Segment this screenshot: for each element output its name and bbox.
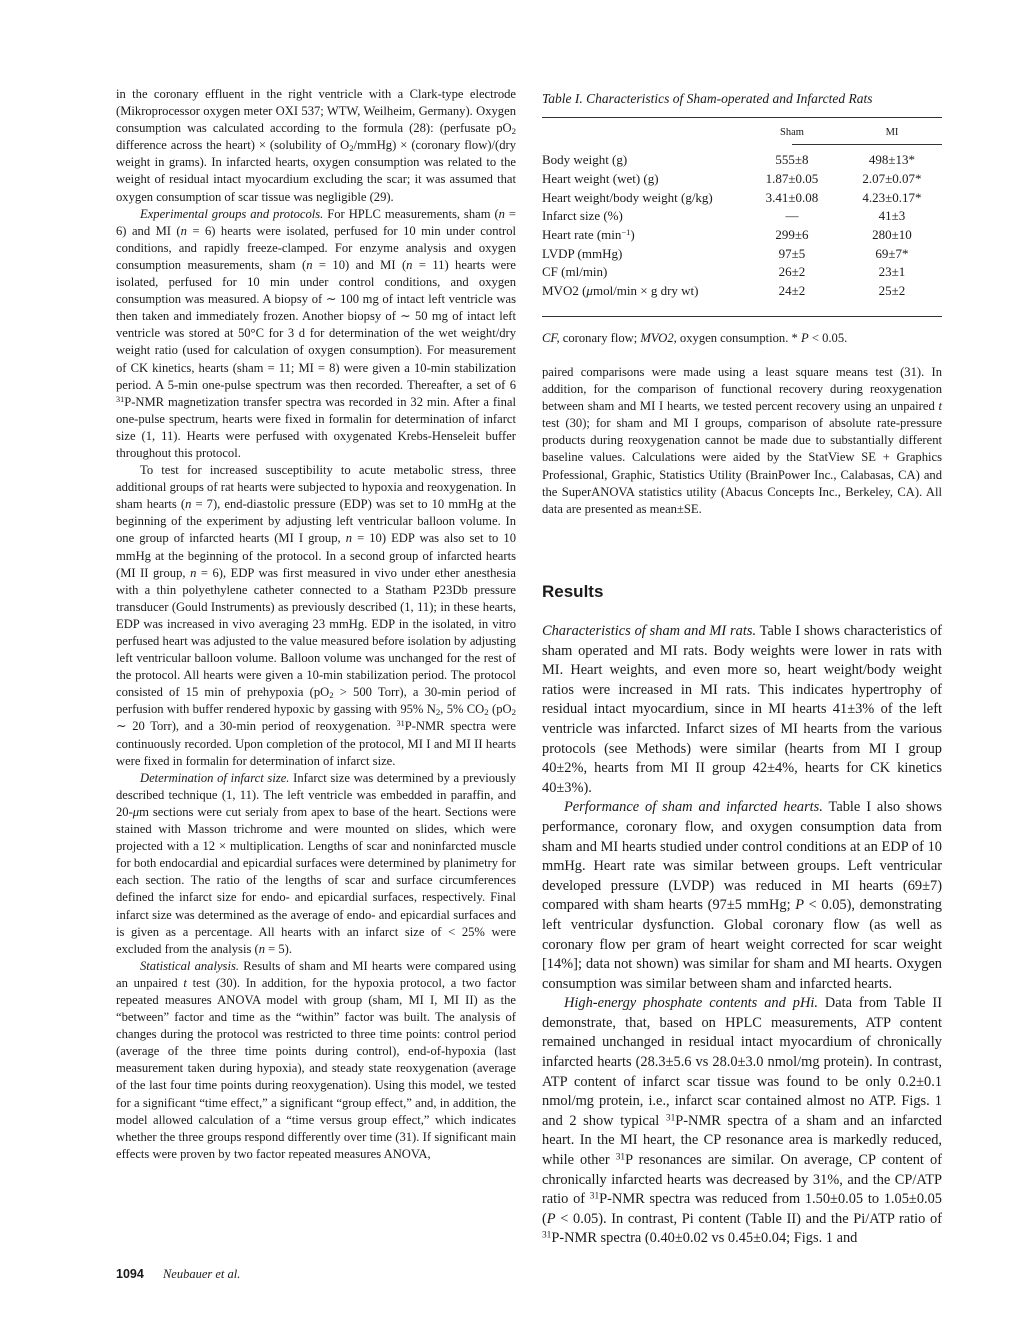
text-run: P resonances are similar. On average, CP content of chronically infarcted hearts was decreased by 31%, and the CP/ATP ratio of: [542, 1152, 942, 1208]
italic-p: P: [795, 897, 805, 914]
text-run: , 5% CO: [440, 702, 485, 717]
table-footnote: [542, 331, 942, 346]
italic-n: n: [498, 206, 505, 221]
superscript: 31: [542, 1230, 552, 1241]
superscript: 31: [116, 394, 125, 404]
text-run: = 10) and MI (: [312, 257, 407, 272]
table-row: [542, 244, 942, 263]
table-row: [542, 263, 942, 282]
label-text: ): [630, 227, 635, 243]
paragraph-hypoxia-protocol: [116, 462, 516, 770]
text-run: test (30); for sham and MI I groups, comparison of absolute rate-pressure products during reoxygenation cannot be made due to substantially different baseline values. Calculations were aided by the StatView SE + Graphics Professional, Graphic, Statistics Utility (BrainPower Inc., Calabasas, CA) and the SuperANOVA statistics utility (Abacus Concepts Inc., Berkeley, CA). All data are presented as mean±SE.: [542, 416, 942, 516]
text-run: To test for increased susceptibility to acute metabolic stress, three additional groups of rat hearts were subjected to hypoxia and reoxygenation. In sham hearts (: [116, 463, 516, 512]
text-run: P-NMR spectra of a sham and an infarcted heart. In the MI heart, the CP resonance area is markedly reduced, while other: [542, 1112, 942, 1169]
text-run: < 0.05). In contrast, Pi content (Table II) and the Pi/ATP ratio of: [555, 1210, 942, 1227]
table-top-rule: [542, 117, 942, 118]
text-run: in the coronary effluent in the right ventricle with a Clark-type electrode (Mikroprocessor oxygen meter OXI 537; WTW, Weilheim, Germany). Oxygen consumption was calculated according to the formula (28): (perfusate pO: [116, 87, 516, 136]
text-run: P-NMR spectra was reduced from 1.50±0.05 to 1.05±0.05 (: [542, 1191, 942, 1227]
subscript: 2: [329, 690, 334, 701]
paragraph-title: High-energy phosphate contents and pHi.: [564, 995, 818, 1012]
italic-n: n: [180, 223, 187, 238]
text-run: = 5).: [264, 941, 293, 956]
paragraph-experimental-groups: [116, 206, 516, 462]
row-label: Body weight (g): [542, 152, 628, 168]
paragraph-characteristics: [542, 622, 942, 798]
table-header-rule: [792, 144, 942, 145]
text-run: Infarct size was determined by a previously described technique (1, 11). The left ventricle was embedded in paraffin, and 20-: [116, 770, 516, 819]
italic-n: n: [190, 565, 197, 580]
table-bottom-rule: [542, 316, 942, 317]
italic-n: n: [258, 941, 265, 956]
row-label: LVDP (mmHg): [542, 245, 623, 261]
label-text: Heart rate (min: [542, 227, 622, 243]
table-row: [542, 282, 942, 301]
superscript: −1: [621, 226, 631, 237]
left-column: [116, 86, 516, 1163]
header-mi: MI: [885, 126, 899, 138]
page-footer: [116, 1267, 240, 1282]
header-empty: [542, 122, 742, 151]
text-run: difference across the heart) × (solubility of O: [116, 138, 350, 153]
cell-mi: 25±2: [878, 283, 906, 299]
italic-n: n: [185, 497, 192, 512]
text-run: P-NMR spectra were continuously recorded. Upon completion of the protocol, MI I and MI II hearts were fixed in formalin for determination of infarct size.: [116, 719, 516, 768]
running-authors: Neubauer et al.: [162, 1267, 241, 1281]
text-run: = 7), end-diastolic pressure (EDP) was set to 10 mmHg at the beginning of the experiment by adjusting left ventricular balloon volume. In one group of infarcted hearts (MI I group,: [116, 497, 516, 546]
text-run: oxygen consumption. *: [676, 331, 801, 345]
paragraph-oxygen-consumption: [116, 86, 516, 206]
subscript: 2: [511, 707, 516, 718]
paragraph-title: Characteristics of sham and MI rats.: [542, 623, 757, 639]
label-text: MVO2 (: [542, 283, 587, 299]
text-run: (pO: [488, 702, 512, 717]
superscript: 31: [615, 1152, 626, 1163]
cell-mi: 69±7*: [875, 245, 909, 261]
text-run: For HPLC measurements, sham (: [323, 206, 499, 221]
table-row: [542, 170, 942, 189]
subscript: 2: [435, 707, 441, 718]
cell-sham: 26±2: [778, 264, 806, 280]
row-label: Infarct size (%): [542, 208, 623, 224]
right-column-methods-end: [542, 364, 942, 518]
text-run: = 6) hearts were isolated, perfused for 10 min under control conditions, and rapidly freeze-clamped. For enzyme analysis and oxygen consumption measurements, sham (: [116, 223, 516, 272]
table-row: [542, 226, 942, 245]
italic-n: n: [306, 257, 313, 272]
paragraph-title: Experimental groups and protocols.: [140, 206, 324, 221]
italic-p: P: [800, 331, 809, 345]
cell-sham: —: [785, 208, 799, 224]
results-section: [542, 622, 942, 1249]
cell-sham: 555±8: [775, 152, 809, 168]
cell-mi: 2.07±0.07*: [862, 171, 922, 187]
paragraph-infarct-size: [116, 770, 516, 958]
text-run: test (30). In addition, for the hypoxia protocol, a two factor repeated measures ANOVA model with group (sham, MI I, MI II) as the “between” factor and time as the “within” factor was built. The analysis of changes during the protocol was restricted to three time points: control period (average of the three time points during control), end-of-hypoxia (last measurement taken during hypoxia), and steady state reoxygenation (average of the last four time points during reoxygenation). Using this model, we tested for a significant “time effect,” a significant “group effect,” and, in addition, the model allowed calculation of a “time versus group effect,” which indicates whether the three groups respond differently over time (31). If significant main effects were proven by two factor repeated measures ANOVA,: [116, 975, 516, 1161]
text-run: /mmHg) × (coronary flow)/(dry weight in grams). In infarcted hearts, oxygen consumption was related to the weight of residual intact myocardium excluding the scar; it was assumed that oxygen consumption of scar tissue was negligible (29).: [116, 138, 516, 204]
page-number: 1094: [116, 1267, 144, 1281]
characteristics-table: [542, 122, 942, 301]
text-run: paired comparisons were made using a least square means test (31). In addition, for the comparison of functional recovery during reoxygenation between sham and MI I hearts, we tested percent recovery using an unpaired: [542, 365, 942, 414]
row-label: Heart weight/body weight (g/kg): [542, 189, 713, 205]
superscript: 31: [665, 1113, 676, 1124]
paragraph-high-energy-phosphate: [542, 994, 942, 1249]
row-label: Heart weight (wet) (g): [542, 171, 659, 187]
text-run: Data from Table II demonstrate, that, based on HPLC measurements, ATP content remained unchanged in residual intact myocardium of chronically infarcted hearts (28.3±5.6 vs 28.0±3.0 nmol/mg protein). In contrast, ATP content of infarct scar tissue was found to be only 0.2±0.1 nmol/mg protein, i.e., infarct scar contained almost no ATP. Figs. 1 and 2 show typical: [542, 995, 943, 1129]
cell-sham: 299±6: [775, 227, 809, 243]
subscript: 2: [511, 126, 516, 137]
text-run: P-NMR spectra (0.40±0.02 vs 0.45±0.04; Figs. 1 and: [551, 1230, 858, 1247]
paragraph-paired-comparisons: [542, 364, 942, 518]
text-run: Results of sham and MI hearts were compared using an unpaired: [116, 958, 517, 990]
cell-mi: 41±3: [878, 208, 906, 224]
cell-mi: 4.23±0.17*: [862, 189, 922, 205]
row-label: [542, 282, 742, 301]
cell-mi: 280±10: [872, 227, 912, 243]
italic-n: n: [345, 531, 353, 546]
cell-mi: 23±1: [878, 264, 906, 280]
italic-t: t: [938, 399, 942, 414]
cell-sham: 3.41±0.08: [765, 189, 819, 205]
footnote-abbrev: MVO2,: [640, 331, 677, 345]
superscript: 31: [396, 719, 405, 729]
text-run: < 0.05), demonstrating left ventricular dysfunction. Global coronary flow (as well as coronary flow per gram of heart weight corrected for scar weight [14%]; data not shown) was similar for sham and MI hearts. Oxygen consumption was similar between sham and infarcted hearts.: [542, 897, 942, 992]
superscript: 31: [589, 1191, 600, 1202]
text-run: = 11) hearts were isolated, perfused for 10 min under control conditions, and oxygen consumption was measured. A biopsy of ∼ 100 mg of intact left ventricle was then taken and immediately frozen. Another biopsy of ∼ 50 mg of intact left ventricle was stored at 50°C for 3 d for determination of the wet weight/dry weight ratio (used for calculation of oxygen consumption). For measurement of CK kinetics, hearts (sham = 11; MI = 8) were given a 10-min stabilization period. A 5-min one-pulse spectrum was then recorded. Thereafter, a set of 6: [116, 257, 516, 392]
table-title: Table I. Characteristics of Sham-operated and Infarcted Rats: [542, 91, 873, 106]
paragraph-statistical-analysis: [116, 958, 516, 1163]
cell-sham: 97±5: [778, 245, 806, 261]
italic-t: t: [183, 975, 187, 990]
text-run: = 6), EDP was first measured in vivo under ether anesthesia with a thin polyethylene catheter connected to a Statham P23Db pressure transducer (Gould Instruments) as previously described (1, 11); in these hearts, EDP was increased in vivo averaging 23 mmHg. EDP in the isolated, in vitro perfused heart was adjusted to the value measured before isolation by adjusting left ventricular balloon volume. Balloon volume was unchanged for the rest of the protocol. All hearts were given a 10-min stabilization period. The protocol consisted of 15 min of prehypoxia (pO: [116, 565, 517, 700]
results-heading: Results: [542, 582, 604, 601]
italic-p: P: [546, 1210, 556, 1227]
paragraph-title: Statistical analysis.: [140, 958, 240, 973]
cell-sham: 24±2: [778, 283, 806, 299]
table-row: [542, 207, 942, 226]
cell-sham: 1.87±0.05: [765, 171, 819, 187]
footnote-abbrev: CF,: [542, 331, 560, 345]
italic-n: n: [406, 257, 413, 272]
text-run: ∼ 20 Torr), and a 30-min period of reoxygenation.: [116, 719, 397, 734]
subscript: 2: [349, 143, 354, 154]
text-run: > 500 Torr), a 30-min period of perfusion with buffer rendered hypoxic by gassing with 95% N: [116, 685, 516, 717]
row-label: CF (ml/min): [542, 264, 608, 280]
table-header-row: [542, 122, 942, 151]
subscript: 2: [484, 707, 489, 718]
text-run: < 0.05.: [808, 331, 848, 345]
table-row: [542, 151, 942, 170]
text-run: P-NMR magnetization transfer spectra was recorded in 32 min. After a final one-pulse spectrum, hearts were fixed in formalin for determination of infarct size (1, 11). Hearts were perfused with oxygenated Krebs-Henseleit buffer throughout this protocol.: [116, 394, 516, 460]
header-sham: Sham: [780, 126, 804, 138]
paragraph-title: Determination of infarct size.: [140, 770, 290, 785]
paragraph-title: Performance of sham and infarcted hearts.: [564, 799, 823, 816]
cell-mi: 498±13*: [868, 152, 916, 168]
text-run: = 10) EDP was also set to 10 mmHg at the beginning of the protocol. In a second group of infarcted hearts (MI II group,: [116, 531, 517, 580]
text-run: m sections were cut serialy from apex to base of the heart. Sections were stained with Masson trichrome and were mounted on slides, which were projected with a 12 × multiplication. Lengths of scar and noninfarcted muscle for both endocardial and epicardial surfaces were determined by planimetry for each section. The ratio of the lengths of scar and surface circumferences defined the infarct size for endo- and epicardial surfaces, respectively. Final infarct size was determined as the average of endo- and epicardial surfaces and is given as a percentage. All hearts with an infarct size of < 25% were excluded from the analysis (: [116, 804, 516, 956]
greek-mu: μ: [586, 283, 593, 299]
text-run: Table I also shows performance, coronary flow, and oxygen consumption data from sham and MI hearts studied under control conditions at an EDP of 10 mmHg. Heart rate was similar between groups. Left ventricular developed pressure (LVDP) was reduced in MI hearts (69±7) compared with sham hearts (97±5 mmHg;: [542, 799, 942, 914]
table-row: [542, 188, 942, 207]
label-text: mol/min × g dry wt): [592, 283, 699, 299]
text-run: Table I shows characteristics of sham operated and MI rats. Body weights were lower in rats with MI. Heart weights, and even more so, heart weight/body weight ratios were increased in MI rats. This indicates hypertrophy of residual intact myocardium, since in MI hearts 41±3% of the left ventricle was infarcted. Infarct sizes of MI hearts from the various protocols (see Methods) were similar (hearts from MI I group 40±2%, hearts from MI II group 42±4%, hearts for CK kinetics 40±3%).: [542, 623, 942, 796]
text-run: = 6) and MI (: [116, 206, 516, 238]
row-label: [542, 226, 742, 245]
greek-mu: μ: [132, 804, 140, 819]
text-run: coronary flow;: [559, 331, 641, 345]
paragraph-performance: [542, 798, 942, 994]
